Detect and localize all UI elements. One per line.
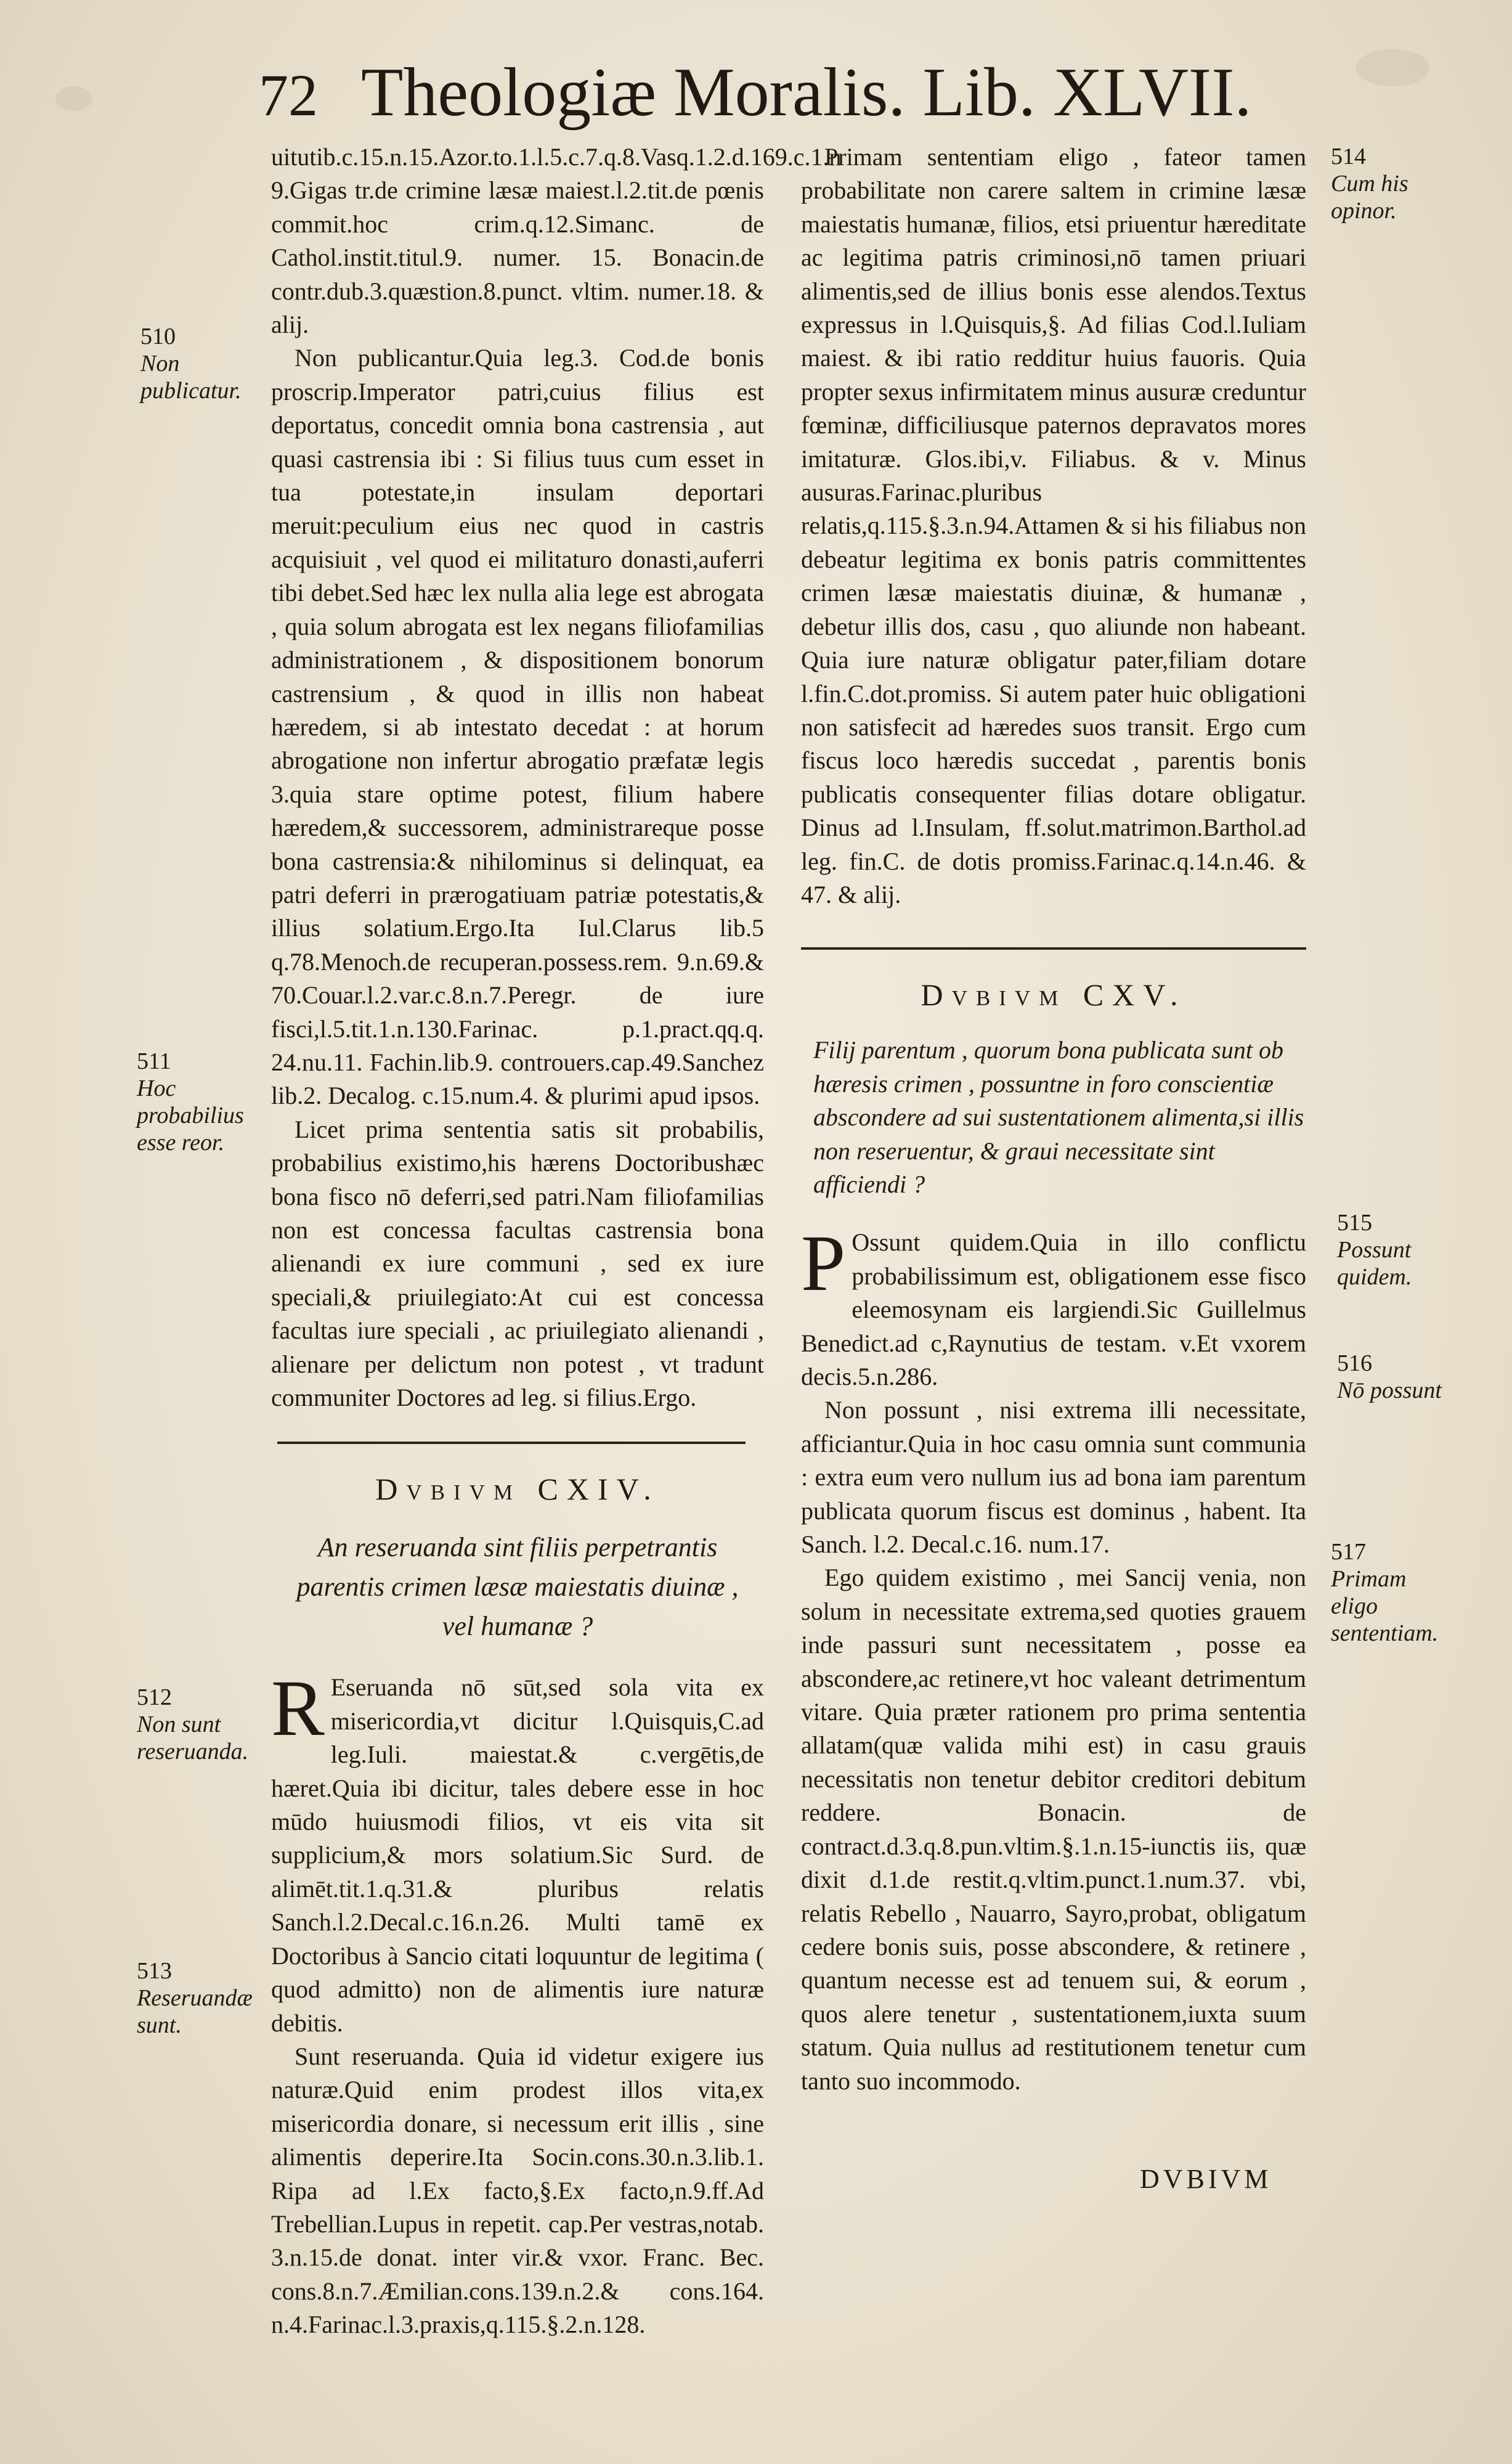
margin-note	[1337, 1209, 1454, 1291]
margin-note-number: 513	[137, 1958, 172, 1984]
paragraph: Licet prima sententia satis sit probabilis, probabilius existimo,his hærens Doctoribushæc bona fisco nō deferri,sed patri.Nam filiofamilias non est concessa facultas castrensia bona alienandi ex iure communi , sed ex iure speciali,& priuilegiato:At cui est concessa facultas iure speciali , ac priuilegiato alienandi , alienare per delictum non potest , vt tradunt communiter Doctores ad leg. si filius.Ergo.	[271, 1115, 764, 1412]
margin-note	[137, 1048, 260, 1156]
paragraph: Sunt reseruanda. Quia id videtur exigere ius naturæ.Quid enim prodest illos vita,ex misericordia donare, si necessum erit illis , sine alimentis deperire.Ita Socin.cons.30.n.3.lib.1. Ripa ad l.Ex facto,§.Ex facto,n.9.ff.Ad Trebellian.Lupus in repetit. cap.Per vestras,notab. 3.n.15.de donat. inter vir.& vxor. Franc. Bec. cons.8.n.7.Æmilian.cons.139.n.2.& cons.164. n.4.Farinac.l.3.praxis,q.115.§.2.n.128.	[271, 2042, 764, 2339]
paragraph: Primam sententiam eligo , fateor tamen probabilitate non carere saltem in crimine læsæ maiestatis humanæ, filios, etsi priuentur hæreditate ac legitima patris criminosi,nō tamen priuari alimentis,sed de illius bonis esse alendos.Textus expressus in l.Quisquis,§. Ad filias Cod.l.Iuliam maiest. & ibi ratio redditur huius fauoris. Quia propter sexus infirmitatem minus ausuræ creduntur fœminæ, difficiliusque paternos depravatos mores imitaturæ. Glos.ibi,v. Filiabus. & v. Minus ausuras.Farinac.pluribus relatis,q.115.§.3.n.94.Attamen & si his filiabus non debeatur legitima ex bonis patris committentes crimen læsæ maiestatis diuinæ, & humanæ , debetur illis dos, casu , quo aliunde non habeant. Quia iure naturæ obligatur pater,filiam dotare l.fin.C.dot.promiss. Si autem pater huic obligationi non satisfecit ad hæredes suos transit. Ergo cum fiscus loco hæredis succedat , parentis bonis publicatis consequenter filias dotare obligatur. Dinus ad l.Insulam, ff.solut.matrimon.Barthol.ad leg. fin.C. de dotis promiss.Farinac.q.14.n.46. & 47. & alij.	[801, 143, 1306, 908]
margin-note	[1331, 143, 1448, 224]
paragraph-text: Eseruanda nō sūt,sed sola vita ex misericordia,vt dicitur l.Quisquis,C.ad leg.Iuli. maiestat.& c.vergētis,de hæret.Quia ibi dicitur, tales debere esse in hoc mūdo huiusmodi filios, vt eis vita sit supplicium,& mors solatium.Sic Surd. de alimēt.tit.1.q.31.& pluribus relatis Sanch.l.2.Decal.c.16.n.26. Multi tamē ex Doctoribus à Sancio citati loquuntur de legitima ( quod admitto) non de alimentis iure naturæ debitis.	[271, 1673, 764, 2037]
margin-note-number: 512	[137, 1684, 172, 1710]
margin-note-number: 515	[1337, 1210, 1372, 1236]
section-divider	[801, 947, 1306, 950]
section-divider	[277, 1442, 746, 1444]
paragraph: uitutib.c.15.n.15.Azor.to.1.l.5.c.7.q.8.Vasq.1.2.d.169.c.1.n 9.Gigas tr.de crimine læsæ maiest.l.2.tit.de pœnis commit.hoc crim.q.12.Simanc. de Cathol.instit.titul.9. numer. 15. Bonacin.de contr.dub.3.quæstion.8.punct. vltim. numer.18. & alij.	[271, 143, 842, 339]
margin-note	[140, 323, 264, 404]
margin-note-number: 517	[1331, 1539, 1366, 1565]
margin-note-text: Hoc probabilius esse reor.	[137, 1075, 244, 1156]
margin-note-text: Primam eligo sententiam.	[1331, 1566, 1439, 1646]
catchword: DVBIVM	[1140, 2164, 1272, 2194]
page-number: 72	[259, 62, 318, 128]
margin-note-text: Reseruandæ sunt.	[137, 1985, 253, 2038]
margin-note	[1337, 1350, 1454, 1404]
margin-note-number: 511	[137, 1048, 171, 1074]
paragraph: Non possunt , nisi extrema illi necessitate, afficiantur.Quia in hoc casu omnia sunt communia : extra eum vero nullum ius ad bona iam parentum publicata quorum fiscus est dominus , habent. Ita Sanch. l.2. Decal.c.16. num.17.	[801, 1396, 1306, 1559]
margin-note	[1331, 1538, 1454, 1647]
question-text: An reseruanda sint filiis perpetrantis parentis crimen læsæ maiestatis diuinæ , vel humanæ ?	[296, 1532, 739, 1642]
drop-cap: R	[271, 1664, 325, 1753]
running-title: Theologiæ Moralis. Lib. XLVII.	[361, 54, 1252, 131]
margin-note	[137, 1957, 260, 2039]
left-column	[271, 141, 842, 2342]
margin-note-number: 514	[1331, 144, 1366, 169]
running-header	[259, 49, 1306, 139]
question-text: Filij parentum , quorum bona publicata sunt ob hæresis crimen , possuntne in foro conscientiæ abscondere ad sui sustentationem alimenta,si illis non reseruentur, & graui necessitate sint afficiendi ?	[813, 1036, 1304, 1198]
paragraph: Ego quidem existimo , mei Sancij venia, non solum in necessitate extrema,sed quoties grauem inde passuri sunt necessitatem , posse ea abscondere,ac retinere,vt hoc valeant detrimentum vitare. Quia præter rationem pro prima sententia allatam(quæ valida mihi est) in casu grauis necessitatis non tenetur debitor creditori debitum reddere. Bonacin. de contract.d.3.q.8.pun.vltim.§.1.n.15-iunctis iis, quæ dixit d.1.de restit.q.vltim.punct.1.num.37. vbi, relatis Rebello , Nauarro, Sayro,probat, obligatum cedere bonis suis, posse abscondere, & retinere , quantum necesse est ad tenuem sui, & eorum , quos alere tenetur , sustentationem,iuxta suum statum. Quia nullus ad restitutionem tenetur cum tanto suo incommodo.	[801, 1564, 1306, 2095]
paragraph	[801, 1219, 1306, 1393]
margin-note-text: Possunt quidem.	[1337, 1237, 1412, 1290]
margin-note-text: Cum his opinor.	[1331, 171, 1408, 224]
right-column	[801, 141, 1306, 2098]
stain	[1356, 49, 1429, 86]
section-heading: Dvbivm CXIV.	[375, 1472, 660, 1507]
margin-note-text: Non sunt reseruanda.	[137, 1711, 249, 1764]
stain	[55, 86, 92, 111]
paragraph: Non publicantur.Quia leg.3. Cod.de bonis proscrip.Imperator patri,cuius filius est deportatus, concedit omnia bona castrensia , aut quasi castrensia ibi : Si filius tuus cum esset in tua potestate,in insulam deportari meruit:peculium eius nec quod in castris acquisiuit , vel quod ei militaturo donasti,auferri tibi debet.Sed hæc lex nulla alia lege est abrogata , quia solum abrogata est lex negans filiofamilias administrationem , & dispositionem bonorum castrensium , & quod in illis non habeat hæredem, si ab intestato decedat : at horum abrogatione non infertur abrogatio præfatæ legis 3.quia stare optime potest, filium habere hæredem,& successorem, administrareque posse bona castrensia:& nihilominus si delinquat, ea patri deferri in prærogatiuam patriæ potestatis,& illius solatium.Ergo.Ita Iul.Clarus lib.5 q.78.Menoch.de recuperan.possess.rem. 9.n.69.& 70.Couar.l.2.var.c.8.n.7.Peregr. de iure fisci,l.5.tit.1.n.130.Farinac. p.1.pract.qq.q. 24.nu.11. Fachin.lib.9. controuers.cap.49.Sanchez lib.2. Decalog. c.15.num.4. & plurimi apud ipsos.	[271, 344, 764, 1110]
margin-note	[137, 1684, 260, 1765]
drop-cap: P	[801, 1219, 846, 1308]
margin-note-number: 516	[1337, 1350, 1372, 1376]
paragraph	[271, 1664, 764, 2039]
paragraph-text: Ossunt quidem.Quia in illo conflictu probabilissimum est, obligationem esse fisco eleemosynam eis largiendi.Sic Guillelmus Benedict.ad c,Raynutius de testam. v.Et vxorem decis.5.n.286.	[801, 1228, 1306, 1390]
margin-note-text: Non publicatur.	[140, 351, 242, 404]
section-heading: Dvbivm CXV.	[921, 977, 1187, 1013]
margin-note-number: 510	[140, 324, 176, 349]
margin-note-text: Nō possunt	[1337, 1377, 1442, 1403]
